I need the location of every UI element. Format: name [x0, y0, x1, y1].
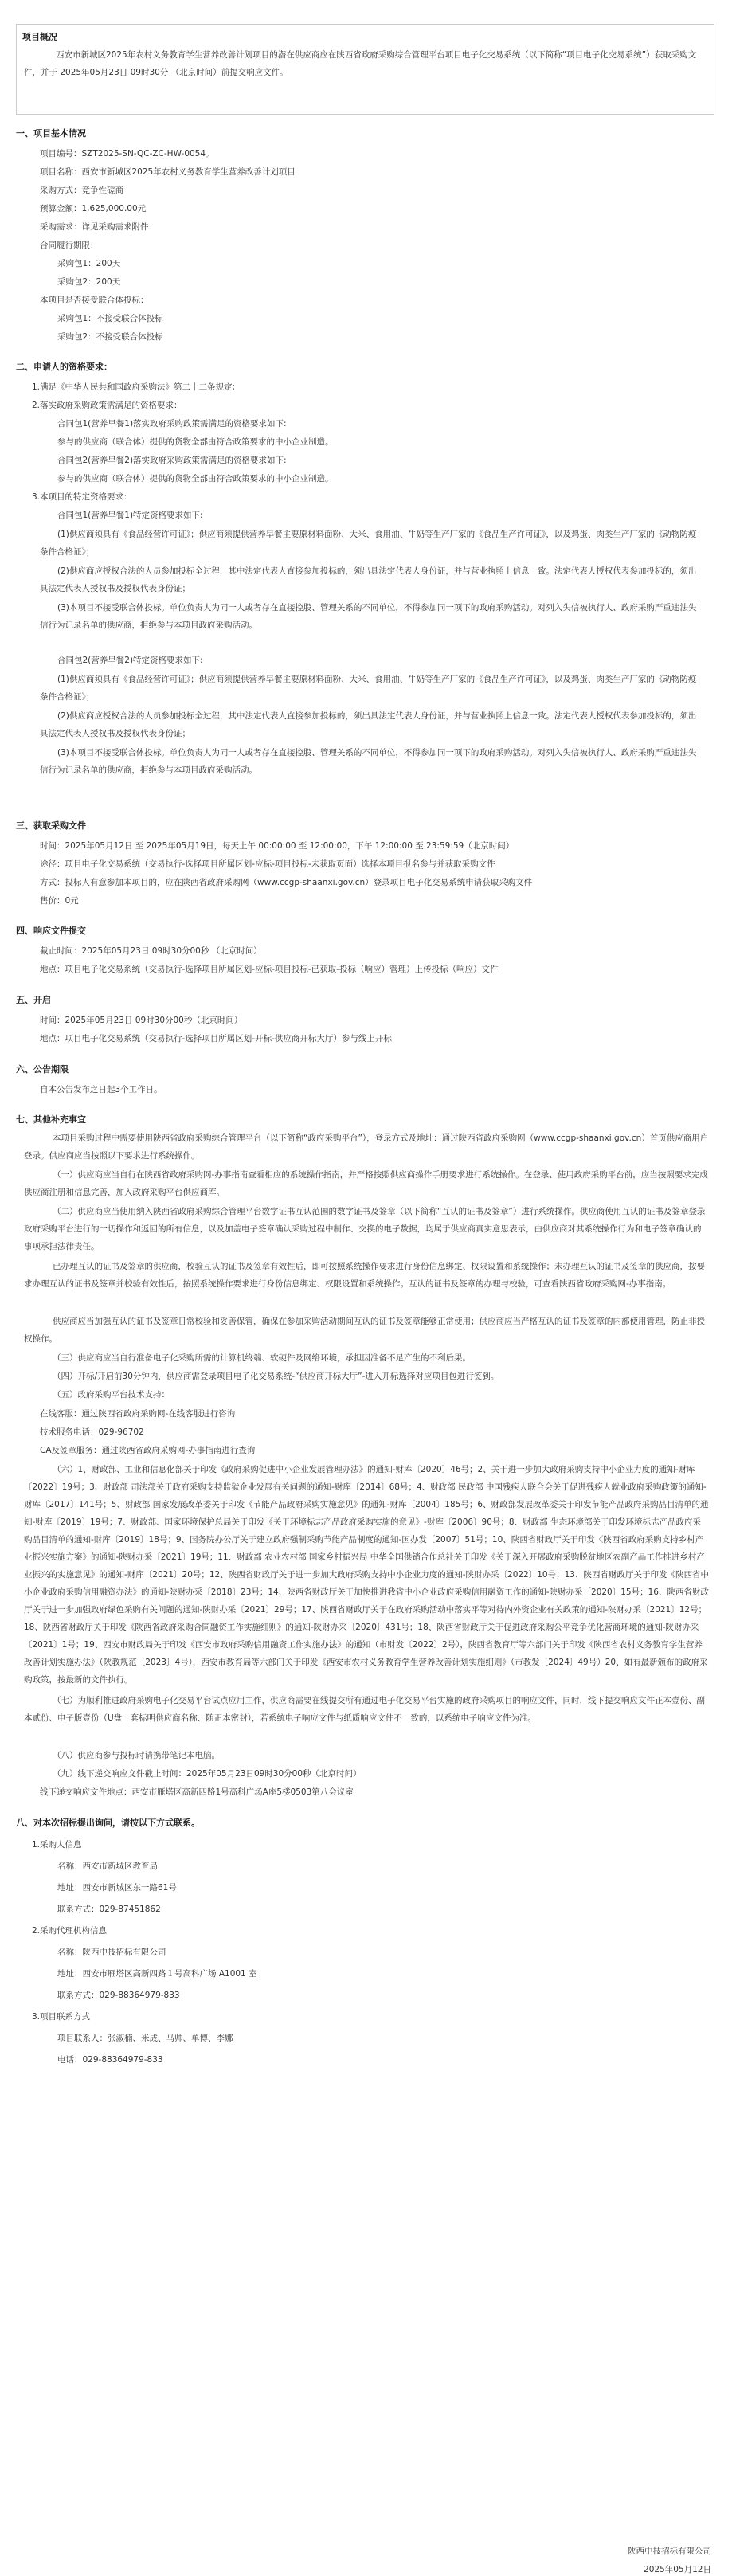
policy-references: （六）1、财政部、工业和信息化部关于印发《政府采购促进中小企业发展管理办法》的通知-财库〔2020〕46号；2、关于进一步加大政府采购支持中小企业力度的通知-财库〔2022〕19号；3、财政部 司法部关于政府采购支持监狱企业发展有关问题的通知-财库〔2014〕68号；4、财政部 民政部 中国残疾人联合会关于促进残疾人就业政府采购政策的通知-财库〔2017〕141号；5、财政部 国家发展改革委关于印发《节能产品政府采购实施意见》的通知-财库〔2004〕185号；6、财政部发展改革委关于印发节能产品政府采购品目清单的通知-财库〔2019〕19号；7、财政部、国家环境保护总局关于印发《关于环境标志产品政府采购实施的意见》-财库〔2006〕90号；8、财政部 生态环境部关于印发环境标志产品政府采购品目清单的通知-财库〔2019〕18号；9、国务院办公厅关于建立政府强制采购节能产品制度的通知-国办发〔2007〕51号；10、陕西省财政厅关于印发《陕西省政府采购支持乡村产业振兴实施方案》的通知-陕财办采〔2021〕19号；11、财政部 农业农村部 国家乡村振兴局 中华全国供销合作总社关于印发《关于深入开展政府采购脱贫地区农副产品工作推进乡村产业振兴的实施意见》的通知-财库〔2021〕20号；12、陕西省财政厅关于进一步加大政府采购支持中小企业力度的通知-陕财办采〔2022〕10号；13、陕西省财政厅关于印发《陕西省中小企业政府采购信用融资办法》的通知-陕财办采〔2018〕23号；14、陕西省财政厅关于加快推进我省中小企业政府采购信用融资工作的通知-陕财办采〔2020〕15号；16、陕西省财政厅关于进一步加强政府绿色采购有关问题的通知-陕财办采〔2021〕29号；17、陕西省财政厅关于在政府采购活动中落实平等对待内外资企业有关政策的通知-陕财办采〔2021〕12号；18、陕西省财政厅关于印发《陕西省政府采购合同融资工作实施细则》的通知-陕财办采〔2020〕431号；18、陕西省财政厅关于促进政府采购公平竞争优化营商环境的通知-陕财办采〔2021〕1号；19、西安市财政局关于印发《西安市政府采购信用融资工作实施办法》的通知（市财发〔2022〕2号），陕西省教育厅等六部门关于印发《陕西省农村义务教育学生营养改善计划实施办法》（陕教规范〔2023〕4号），西安市教育局等六部门关于印发《西安市农村义务教育学生营养改善计划实施细则》（市教发〔2024〕49号）20、如有最新颁布的政府采购政策，按最新的文件执行。	[24, 1465, 709, 1685]
signature-org: 陕西中技招标有限公司	[628, 2547, 711, 2556]
procurement-demand: 采购需求：详见采购需求附件	[40, 222, 149, 232]
package-1-period: 采购包1：200天	[57, 259, 121, 268]
signature-date: 2025年05月12日	[644, 2565, 711, 2574]
submission-place: 地点：项目电子化交易系统（交易执行-选择项目所属区划-应标-项目投标-已获取-投标（响应）管理）上传投标（响应）文件	[40, 965, 499, 974]
supplement-5: （五）政府采购平台技术支持：	[53, 1390, 170, 1400]
supplement-8: （八）供应商参与投标时请携带笔记本电脑。	[53, 1751, 220, 1760]
supplement-7: （七）为顺利推进政府采购电子化交易平台试点应用工作，供应商需要在线提交所有通过电子化交易平台实施的政府采购项目的响应文件，同时，线下提交响应文件正本壹份、副本贰份、电子版壹份（U盘一套标明供应商名称、随正本密封），若系统电子响应文件与纸质响应文件不一致的，以系统电子响应文件为准。	[24, 1696, 705, 1723]
agency-info-label: 2.采购代理机构信息	[32, 1926, 108, 1936]
document-time: 时间：2025年05月12日 至 2025年05月19日，每天上午 00:00:00 至 12:00:00，下午 12:00:00 至 23:59:59（北京时间）	[40, 841, 515, 851]
qualification-3: 3.本项目的特定资格要求：	[32, 492, 132, 502]
section-7-heading: 七、其他补充事宜	[16, 1114, 86, 1125]
section-4-heading: 四、响应文件提交	[16, 926, 86, 936]
procurement-method: 采购方式：竞争性磋商	[40, 186, 123, 195]
document-method: 方式：投标人有意参加本项目的，应在陕西省政府采购网（www.ccgp-shaanxi.gov.cn）登录项目电子化交易系统申请获取采购文件	[40, 878, 533, 887]
section-2-heading: 二、申请人的资格要求：	[16, 362, 112, 372]
contract-period-label: 合同履行期限：	[40, 241, 99, 250]
package-2-period: 采购包2：200天	[57, 277, 121, 287]
package-2-specific: 合同包2(营养早餐2)特定资格要求如下:	[57, 656, 203, 665]
section-6-heading: 六、公告期限	[16, 1064, 69, 1075]
purchaser-info-label: 1.采购人信息	[32, 1840, 82, 1850]
section-5-heading: 五、开启	[16, 995, 51, 1005]
supplement-2-note: 供应商应当加强互认的证书及签章日常校验和妥善保管，确保在参加采购活动期间互认的证书及签章能够正常使用；供应商应当严格互认的证书及签章的内部使用管理，防止非授权操作。	[24, 1317, 705, 1344]
project-phone: 电话：029-88364979-833	[57, 2055, 163, 2065]
supplement-2-cont: 已办理互认的证书及签章的供应商，校验互认的证书及签章有效性后，即可按照系统操作要求进行身份信息绑定、权限设置和系统操作；未办理互认的证书及签章的供应商，按要求办理互认的证书及签章并校验有效性后，按照系统操作要求进行身份信息绑定、权限设置和系统操作。互认的证书及签章的办理与校验，可查看陕西省政府采购网-办事指南。	[24, 1262, 705, 1289]
package-1-policy-detail: 参与的供应商（联合体）提供的货物全部由符合政策要求的中小企业制造。	[57, 437, 334, 447]
overview-text: 西安市新城区2025年农村义务教育学生营养改善计划项目的潜在供应商应在陕西省政府采购综合管理平台项目电子化交易系统（以下简称“项目电子化交易系统”）获取采购文件，并于 2025年05月23日 09时30分 （北京时间）前提交响应文件。	[24, 50, 697, 77]
package-2-policy-detail: 参与的供应商（联合体）提供的货物全部由符合政策要求的中小企业制造。	[57, 474, 334, 483]
package-1-consortium: 采购包1：不接受联合体投标	[57, 314, 163, 323]
overview-title: 项目概况	[22, 32, 57, 42]
ca-service: CA及签章服务：通过陕西省政府采购网-办事指南进行查询	[40, 1446, 256, 1455]
submission-deadline: 截止时间：2025年05月23日 09时30分00秒 （北京时间）	[40, 946, 262, 956]
online-service: 在线客服：通过陕西省政府采购网-在线客服进行咨询	[40, 1409, 236, 1419]
supplement-4: （四）开标/开启前30分钟内，供应商需登录项目电子化交易系统-“供应商开标大厅”-进入开标选择对应项目包进行签到。	[53, 1372, 499, 1381]
purchaser-name: 名称：西安市新城区教育局	[57, 1862, 158, 1871]
project-name: 项目名称：西安市新城区2025年农村义务教育学生营养改善计划项目	[40, 167, 296, 177]
package-1-specific: 合同包1(营养早餐1)特定资格要求如下:	[57, 511, 203, 520]
announcement-period: 自本公告发布之日起3个工作日。	[40, 1085, 162, 1094]
purchaser-contact: 联系方式：029-87451862	[57, 1905, 161, 1914]
opening-place: 地点：项目电子化交易系统（交易执行-选择项目所属区划-开标-供应商开标大厅）参与线上开标	[40, 1034, 392, 1043]
qualification-1: 1.满足《中华人民共和国政府采购法》第二十二条规定;	[32, 382, 236, 392]
package-1-policy: 合同包1(营养早餐1)落实政府采购政策需满足的资格要求如下:	[57, 419, 287, 429]
package-2-consortium: 采购包2：不接受联合体投标	[57, 332, 163, 342]
package-2-req-1: (1)供应商须具有《食品经营许可证》；供应商须提供营养早餐主要原材料面粉、大米、食用油、牛奶等生产厂家的《食品生产许可证》，以及鸡蛋、肉类生产厂家的《动物防疫条件合格证》；	[40, 675, 697, 702]
budget-amount: 预算金额：1,625,000.00元	[40, 204, 147, 213]
document-price: 售价：0元	[40, 896, 79, 906]
platform-intro: 本项目采购过程中需要使用陕西省政府采购综合管理平台（以下简称“政府采购平台”），登录方式及地址：通过陕西省政府采购网（www.ccgp-shaanxi.gov.cn）首页供应商用户登录。供应商应当按照以下要求进行系统操作。	[24, 1133, 709, 1161]
purchaser-address: 地址：西安市新城区东一路61号	[57, 1883, 177, 1893]
agency-address: 地址：西安市雁塔区高新四路１号高科广场 A1001 室	[57, 1969, 257, 1979]
section-3-heading: 三、获取采购文件	[16, 820, 86, 831]
package-2-req-3: (3)本项目不接受联合体投标。单位负责人为同一人或者存在直接控股、管理关系的不同单位，不得参加同一项下的政府采购活动。对列入失信被执行人、政府采购严重违法失信行为记录名单的供应商，拒绝参与本项目政府采购活动。	[40, 748, 697, 775]
package-2-policy: 合同包2(营养早餐2)落实政府采购政策需满足的资格要求如下:	[57, 456, 287, 465]
package-2-req-2: (2)供应商应授权合法的人员参加投标全过程，其中法定代表人直接参加投标的，须出具法定代表人身份证，并与营业执照上信息一致。法定代表人授权代表参加投标的，须出具法定代表人授权书及授权代表身份证；	[40, 711, 697, 738]
section-8-heading: 八、对本次招标提出询问，请按以下方式联系。	[16, 1818, 200, 1828]
package-1-req-2: (2)供应商应授权合法的人员参加投标全过程，其中法定代表人直接参加投标的，须出具法定代表人身份证，并与营业执照上信息一致。法定代表人授权代表参加投标的，须出具法定代表人授权书及授权代表身份证；	[40, 566, 697, 593]
supplement-3: （三）供应商应当自行准备电子化采购所需的计算机终端、软硬件及网络环境，承担因准备不足产生的不利后果。	[53, 1353, 471, 1363]
agency-name: 名称：陕西中技招标有限公司	[57, 1948, 166, 1957]
project-contact-label: 3.项目联系方式	[32, 2012, 91, 2022]
project-number: 项目编号：SZT2025-SN-QC-ZC-HW-0054。	[40, 149, 214, 159]
offline-submission-place: 线下递交响应文件地点：西安市雁塔区高新四路1号高科广场A座5楼0503第八会议室	[40, 1787, 354, 1797]
opening-time: 时间：2025年05月23日 09时30分00秒（北京时间）	[40, 1016, 243, 1025]
agency-contact: 联系方式：029-88364979-833	[57, 1991, 180, 2000]
supplement-2: （二）供应商应当使用纳入陕西省政府采购综合管理平台数字证书互认范围的数字证书及签章（以下简称“互认的证书及签章”）进行系统操作。供应商使用互认的证书及签章登录政府采购平台进行的一切操作和返回的所有信息，以及加盖电子签章确认采购过程中制作、交换的电子数据，均属于供应商真实意思表示，由供应商对其系统操作行为和电子签章确认的事项承担法律责任。	[24, 1207, 706, 1251]
consortium-label: 本项目是否接受联合体投标：	[40, 296, 149, 305]
package-1-req-1: (1)供应商须具有《食品经营许可证》；供应商须提供营养早餐主要原材料面粉、大米、食用油、牛奶等生产厂家的《食品生产许可证》，以及鸡蛋、肉类生产厂家的《动物防疫条件合格证》；	[40, 530, 697, 557]
tech-support-phone: 技术服务电话：029-96702	[40, 1427, 144, 1437]
section-1-heading: 一、项目基本情况	[16, 128, 86, 139]
supplement-9: （九）线下递交响应文件截止时间：2025年05月23日09时30分00秒（北京时间）	[53, 1769, 362, 1779]
project-contacts: 项目联系人：张淑楠、米成、马帅、单博、李娜	[57, 2034, 233, 2043]
supplement-1: （一）供应商应当自行在陕西省政府采购网-办事指南查看相应的系统操作指南，并严格按照供应商操作手册要求进行系统操作。在登录、使用政府采购平台前，应当按照要求完成供应商注册和信息完善，加入政府采购平台供应商库。	[24, 1170, 708, 1197]
document-channel: 途径：项目电子化交易系统（交易执行-选择项目所属区划-应标-项目投标-未获取页面）选择本项目报名参与并获取采购文件	[40, 859, 495, 869]
qualification-2: 2.落实政府采购政策需满足的资格要求：	[32, 401, 182, 410]
package-1-req-3: (3)本项目不接受联合体投标。单位负责人为同一人或者存在直接控股、管理关系的不同单位，不得参加同一项下的政府采购活动。对列入失信被执行人、政府采购严重违法失信行为记录名单的供应商，拒绝参与本项目政府采购活动。	[40, 603, 697, 630]
